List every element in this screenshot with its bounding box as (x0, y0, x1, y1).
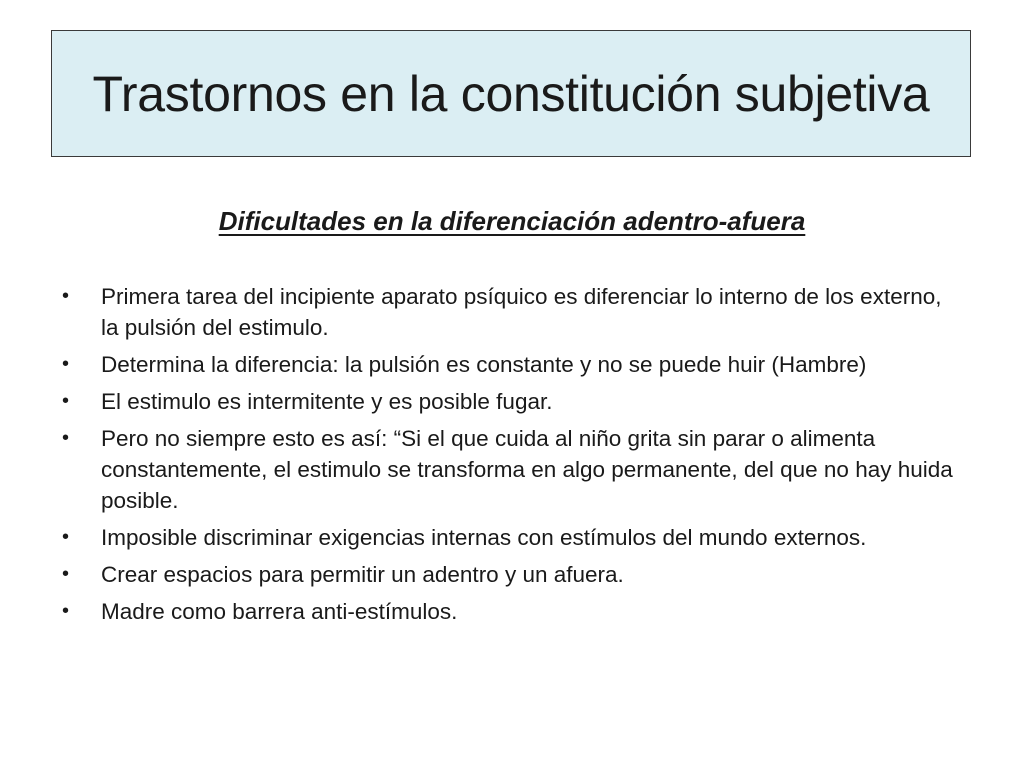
bullet-text: El estimulo es intermitente y es posible fugar. (101, 389, 553, 414)
bullet-marker: • (62, 563, 70, 585)
bullet-item (62, 281, 962, 343)
bullet-item (62, 522, 962, 553)
bullet-marker: • (62, 390, 70, 412)
slide-title: Trastornos en la constitución subjetiva (92, 65, 930, 122)
slide-subtitle: Dificultades en la diferenciación adentro-afuera (218, 206, 806, 236)
title-box (51, 30, 971, 157)
bullet-text: Imposible discriminar exigencias internas con estímulos del mundo externos. (101, 525, 867, 550)
bullet-marker: • (62, 600, 70, 622)
bullet-list (62, 281, 962, 633)
bullet-marker: • (62, 285, 70, 307)
bullet-marker: • (62, 353, 70, 375)
bullet-text: Crear espacios para permitir un adentro y un afuera. (101, 562, 624, 587)
bullet-item (62, 423, 962, 516)
bullet-text: Determina la diferencia: la pulsión es constante y no se puede huir (Hambre) (101, 352, 867, 377)
bullet-marker: • (62, 526, 70, 548)
bullet-text: Madre como barrera anti-estímulos. (101, 599, 458, 624)
bullet-marker: • (62, 427, 70, 449)
bullet-item (62, 386, 962, 417)
bullet-item (62, 596, 962, 627)
bullet-item (62, 559, 962, 590)
bullet-item (62, 349, 962, 380)
bullet-text: Pero no siempre esto es así: “Si el que cuida al niño grita sin parar o alimenta constantemente, el estimulo se transforma en algo permanente, del que no hay huida posible. (101, 426, 953, 513)
bullet-text: Primera tarea del incipiente aparato psíquico es diferenciar lo interno de los externo, la pulsión del estimulo. (101, 284, 942, 340)
